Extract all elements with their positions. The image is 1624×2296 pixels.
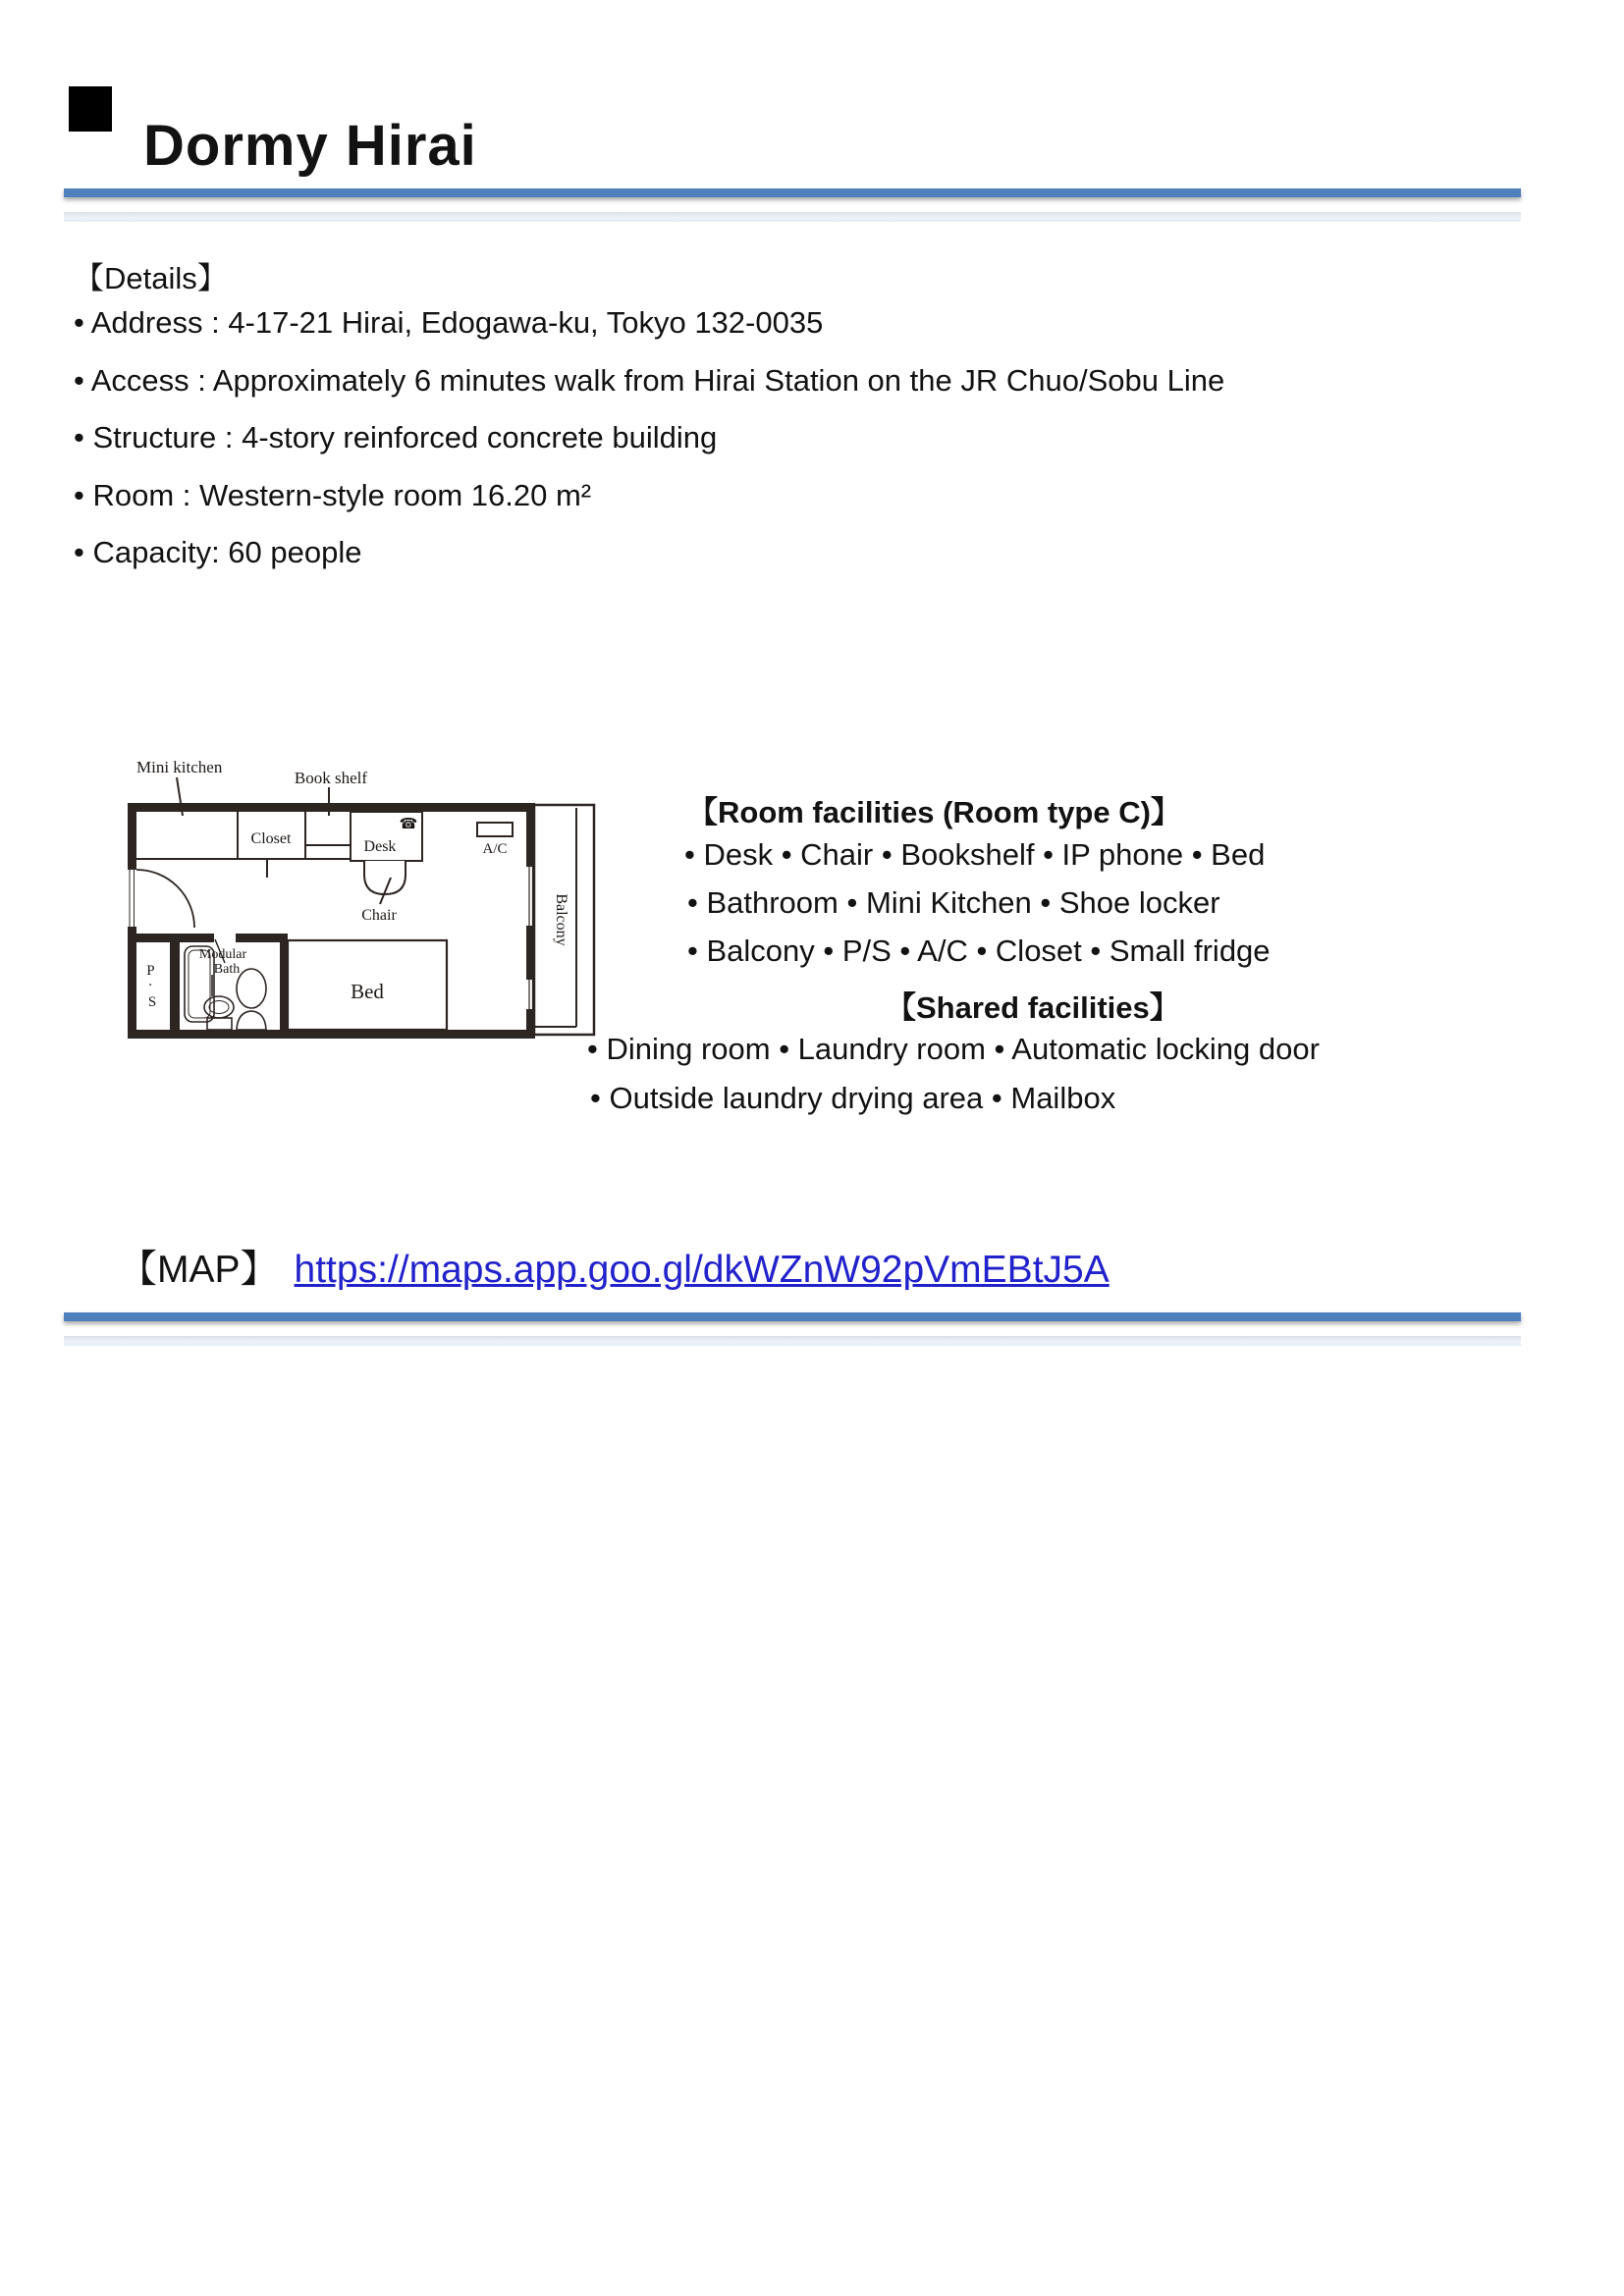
book-shelf-label: Book shelf bbox=[294, 769, 368, 787]
detail-item-capacity: • Capacity: 60 people bbox=[74, 535, 362, 569]
shared-facilities-line: • Outside laundry drying area • Mailbox bbox=[590, 1081, 1116, 1115]
divider-light-bar bbox=[64, 212, 1521, 222]
divider-blue-bar bbox=[64, 188, 1521, 197]
room-facilities-heading: 【Room facilities (Room type C)】 bbox=[687, 795, 1181, 829]
toilet-base bbox=[237, 1011, 266, 1030]
toilet-bowl bbox=[237, 969, 266, 1008]
balcony-label: Balcony bbox=[553, 893, 569, 946]
title-bullet-square bbox=[69, 86, 112, 132]
divider-light-bar bbox=[64, 1336, 1521, 1346]
detail-item-room: • Room : Western-style room 16.20 m² bbox=[74, 477, 592, 512]
divider-rule-bottom bbox=[64, 1312, 1521, 1346]
map-link[interactable]: https://maps.app.goo.gl/dkWZnW92pVmEBtJ5A bbox=[294, 1249, 1110, 1291]
ac-label: A/C bbox=[482, 841, 508, 857]
modular-bath-label-1: Modular bbox=[198, 947, 247, 962]
room-facilities-line: • Balcony • P/S • A/C • Closet • Small fridge bbox=[687, 934, 1271, 968]
details-list bbox=[74, 294, 1224, 582]
map-heading: 【MAP】 bbox=[119, 1249, 279, 1291]
divider-blue-bar bbox=[64, 1312, 1521, 1321]
mini-kitchen-label: Mini kitchen bbox=[136, 758, 223, 776]
details-heading: 【Details】 bbox=[74, 261, 228, 295]
room-facilities-line: • Bathroom • Mini Kitchen • Shoe locker bbox=[687, 885, 1220, 920]
detail-item-structure: • Structure : 4-story reinforced concrete building bbox=[74, 420, 718, 454]
page-title: Dormy Hirai bbox=[143, 113, 477, 178]
phone-icon: ☎ bbox=[399, 815, 418, 832]
room-facilities-line: • Desk • Chair • Bookshelf • IP phone • Bed bbox=[684, 837, 1266, 872]
divider-rule-top bbox=[64, 188, 1521, 222]
chair-label: Chair bbox=[361, 907, 397, 924]
bed-label: Bed bbox=[351, 980, 384, 1003]
modular-bath-label-2: Bath bbox=[213, 962, 241, 977]
detail-item-access: • Access : Approximately 6 minutes walk from Hirai Station on the JR Chuo/Sobu Line bbox=[74, 362, 1225, 398]
shared-facilities-heading: 【Shared facilities】 bbox=[886, 990, 1180, 1025]
map-row bbox=[119, 1239, 1110, 1294]
ps-label: P · S bbox=[146, 963, 157, 1010]
closet-label: Closet bbox=[250, 830, 292, 847]
detail-item-address: • Address : 4-17-21 Hirai, Edogawa-ku, Tokyo 132-0035 bbox=[74, 305, 824, 340]
chair-outline bbox=[364, 861, 406, 894]
ac-unit-outline bbox=[477, 823, 513, 836]
shared-facilities-line: • Dining room • Laundry room • Automatic locking door bbox=[587, 1032, 1320, 1066]
entrance-door bbox=[130, 870, 194, 928]
desk-label: Desk bbox=[363, 838, 397, 855]
floor-plan-diagram bbox=[113, 731, 609, 1055]
